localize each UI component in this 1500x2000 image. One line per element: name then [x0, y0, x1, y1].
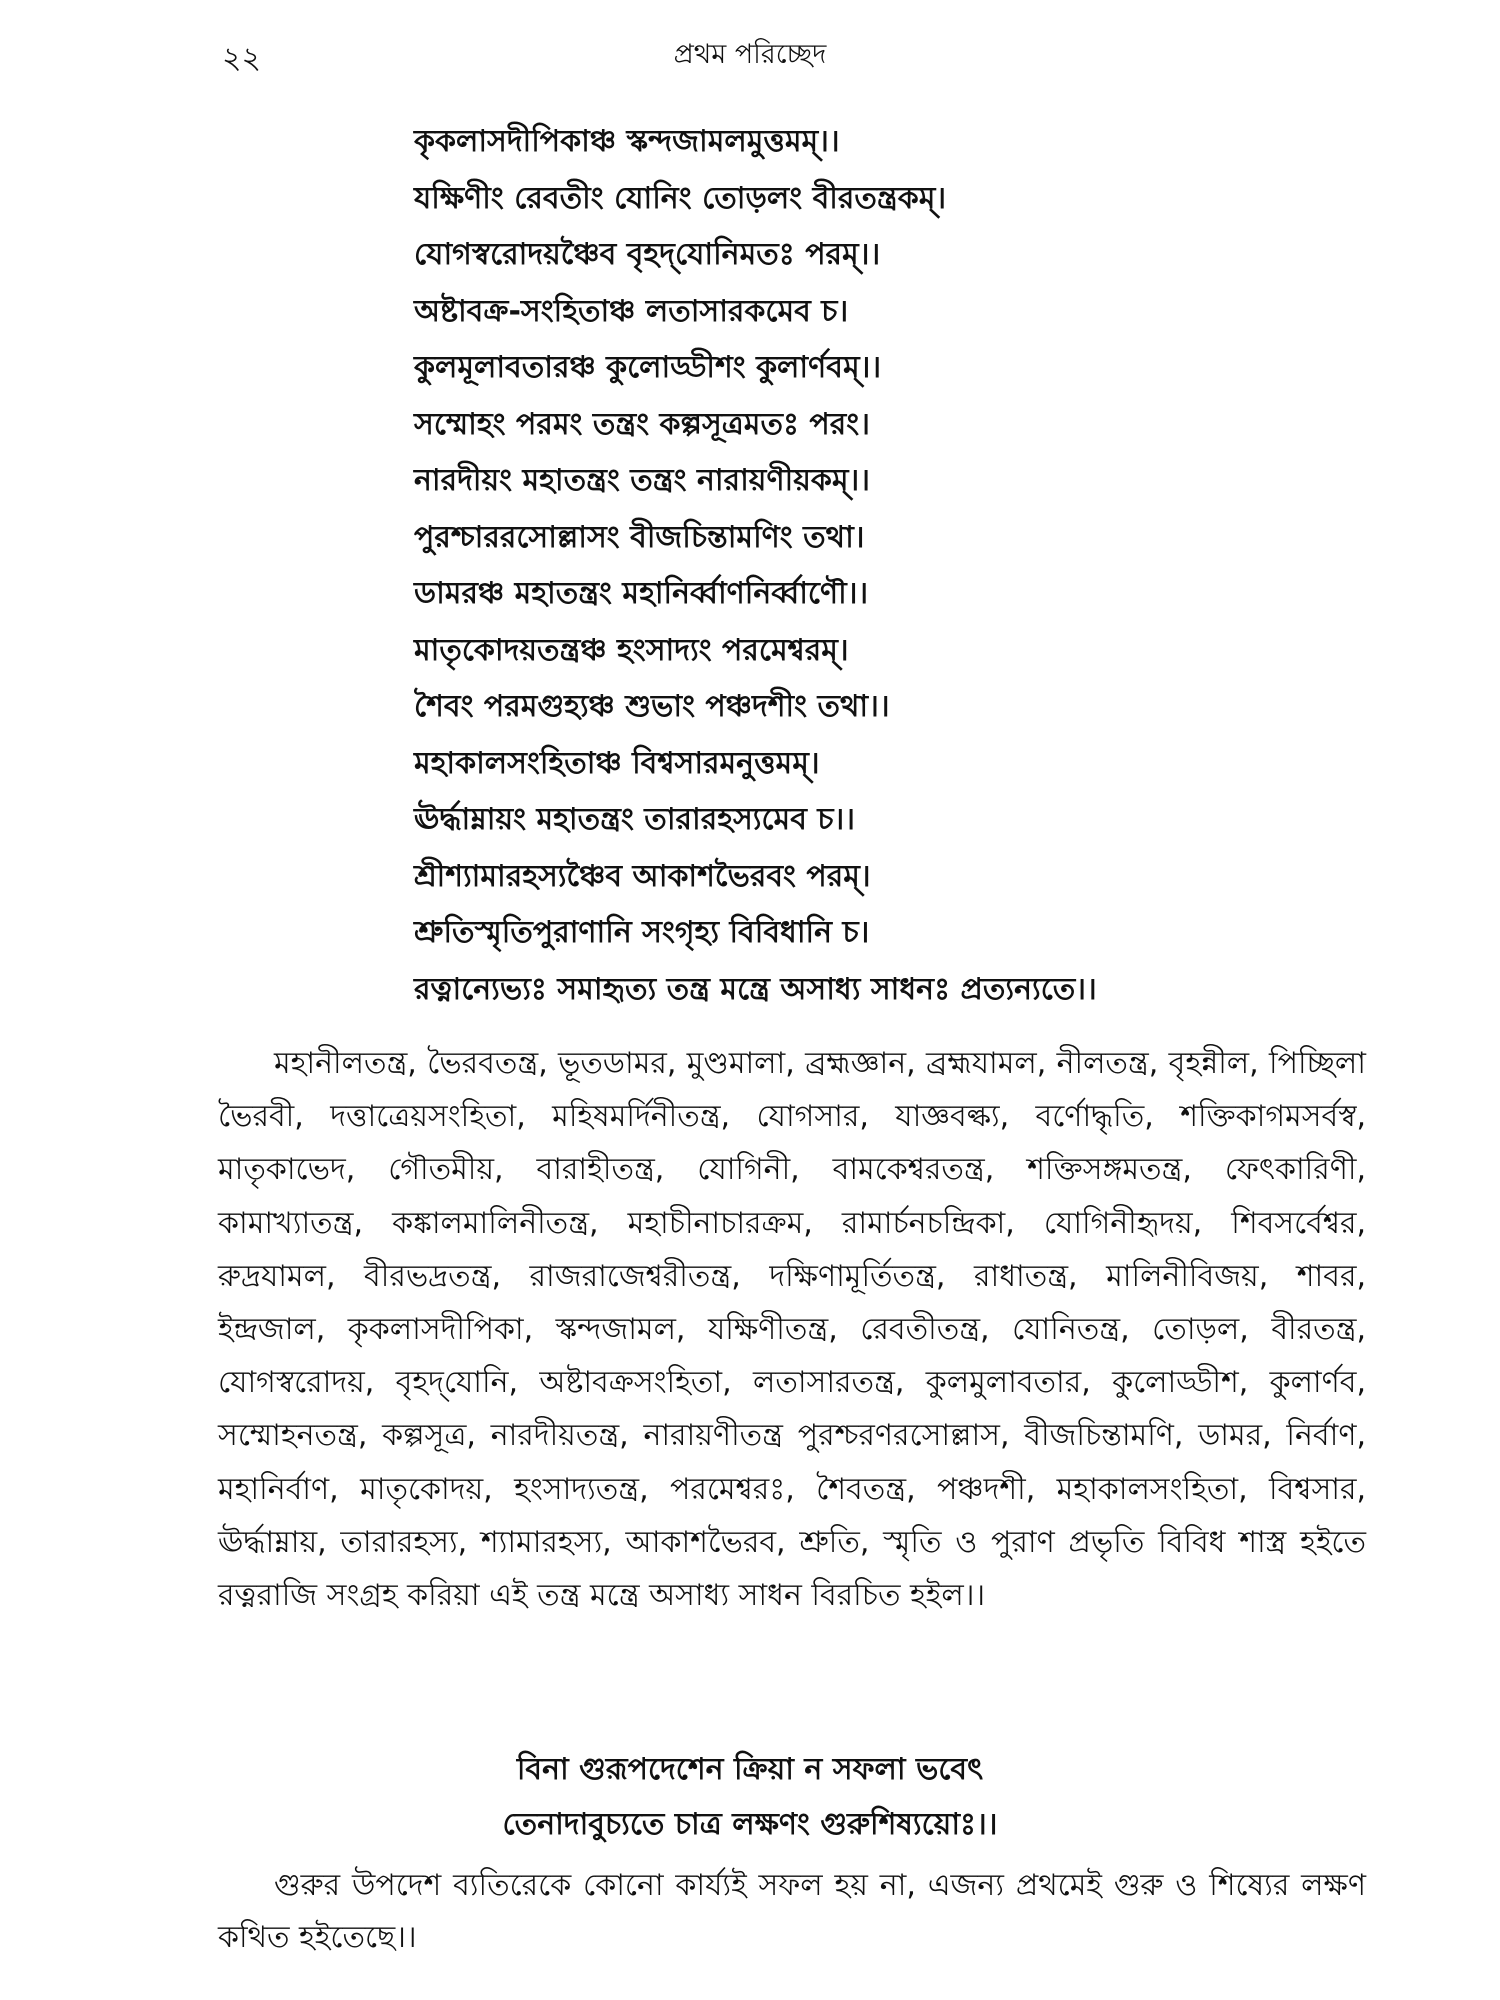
page-header — [0, 34, 1500, 84]
verse-line: তেনাদাবুচ্যতে চাত্র লক্ষণং গুরুশিষ্যয়োঃ।। — [502, 1807, 998, 1842]
verse-line: ঊর্দ্ধাম্নায়ং মহাতন্ত্রং তারারহস্যমেব চ।। — [414, 802, 855, 837]
verse-line: কৃকলাসদীপিকাঞ্চ স্কন্দজামলমুত্তমম্।। — [414, 124, 840, 159]
verse-line: সম্মোহং পরমং তন্ত্রং কল্পসূত্রমতঃ পরং। — [414, 406, 870, 442]
verse-line: শৈবং পরমগুহ্যঞ্চ শুভাং পঞ্চদশীং তথা।। — [414, 689, 890, 724]
verse-line: কুলমূলাবতারঞ্চ কুলোড্ডীশং কুলার্ণবম্।। — [414, 350, 882, 385]
verse-line: মাতৃকোদয়তন্ত্রঞ্চ হংসাদ্যং পরমেশ্বরম্। — [414, 632, 849, 668]
verse-line: শ্রীশ্যামারহস্যঞ্চৈব আকাশভৈরবং পরম্। — [414, 858, 871, 894]
verse-line: অষ্টাবক্র-সংহিতাঞ্চ লতাসারকমেব চ। — [414, 293, 849, 329]
sanskrit-couplet — [0, 1742, 1500, 1852]
verse-line: শ্রুতিস্মৃতিপুরাণানি সংগৃহ্য বিবিধানি চ। — [414, 915, 870, 950]
commentary-paragraph: মহানীলতন্ত্র, ভৈরবতন্ত্র, ভূতডামর, মুণ্ডমালা, ব্রহ্মজ্ঞান, ব্রহ্মযামল, নীলতন্ত্র, বৃহন্নীল, পিচ্ছিলা ভৈরবী, দত্তাত্রেয়সংহিতা, মহিষমর্দিনীতন্ত্র, যোগসার, যাজ্ঞবল্ক্য, বর্ণোদ্ধৃতি, শক্তিকাগমসর্বস্ব, মাতৃকাভেদ, গৌতমীয়, বারাহীতন্ত্র, যোগিনী, বামকেশ্বরতন্ত্র, শক্তিসঙ্গমতন্ত্র, ফেৎকারিণী, কামাখ্যাতন্ত্র, কঙ্কালমালিনীতন্ত্র, মহাচীনাচারক্রম, রামার্চনচন্দ্রিকা, যোগিনীহৃদয়, শিবসর্বেশ্বর, রুদ্রযামল, বীরভদ্রতন্ত্র, রাজরাজেশ্বরীতন্ত্র, দক্ষিণামূর্তিতন্ত্র, রাধাতন্ত্র, মালিনীবিজয়, শাবর, ইন্দ্রজাল, কৃকলাসদীপিকা, স্কন্দজামল, যক্ষিণীতন্ত্র, রেবতীতন্ত্র, যোনিতন্ত্র, তোড়ল, বীরতন্ত্র, যোগস্বরোদয়, বৃহদ্‌যোনি, অষ্টাবক্রসংহিতা, লতাসারতন্ত্র, কুলমুলাবতার, কুলোড্ডীশ, কুলার্ণব, সম্মোহনতন্ত্র, কল্পসূত্র, নারদীয়তন্ত্র, নারায়ণীতন্ত্র পুরশ্চরণরসোল্লাস, বীজচিন্তামণি, ডামর, নির্বাণ, মহানির্বাণ, মাতৃকোদয়, হংসাদ্যতন্ত্র, পরমেশ্বরঃ, শৈবতন্ত্র, পঞ্চদশী, মহাকালসংহিতা, বিশ্বসার, ঊর্দ্ধাম্নায়, তারারহস্য, শ্যামারহস্য, আকাশভৈরব, শ্রুতি, স্মৃতি ও পুরাণ প্রভৃতি বিবিধ শাস্ত্র হইতে রত্নরাজি সংগ্রহ করিয়া এই তন্ত্র মন্ত্রে অসাধ্য সাধন বিরচিত হইল।। — [218, 1046, 1366, 1614]
sanskrit-verse-block — [414, 114, 1414, 1018]
running-head: প্রথম পরিচ্ছেদ — [673, 39, 827, 70]
verse-line: বিনা গুরূপদেশেন ক্রিয়া ন সফলা ভবেৎ — [516, 1752, 984, 1787]
verse-line: পুরশ্চাররসোল্লাসং বীজচিন্তামণিং তথা। — [414, 519, 865, 555]
verse-line: মহাকালসংহিতাঞ্চ বিশ্বসারমনুত্তমম্। — [414, 745, 820, 781]
verse-line: রত্নান্যেভ্যঃ সমাহৃত্য তন্ত্র মন্ত্রে অসাধ্য সাধনঃ প্রত্যন্যতে।। — [414, 971, 1097, 1007]
verse-line: নারদীয়ং মহাতন্ত্রং তন্ত্রং নারায়ণীয়কম্।। — [414, 463, 870, 498]
page-number: ২২ — [222, 41, 262, 76]
verse-line: যক্ষিণীং রেবতীং যোনিং তোড়লং বীরতন্ত্রকম্। — [414, 180, 947, 216]
explanation-paragraph: গুরুর উপদেশ ব্যতিরেকে কোনো কার্য্যই সফল হয় না, এজন্য প্রথমেই গুরু ও শিষ্যের লক্ষণ কথিত হইতেছে।। — [218, 1868, 1366, 1955]
verse-line: ডামরঞ্চ মহাতন্ত্রং মহানির্ব্বাণনির্ব্বাণৌ।। — [414, 576, 869, 611]
verse-line: যোগস্বরোদয়ঞ্চৈব বৃহদ্‌যোনিমতঃ পরম্।। — [414, 237, 881, 272]
